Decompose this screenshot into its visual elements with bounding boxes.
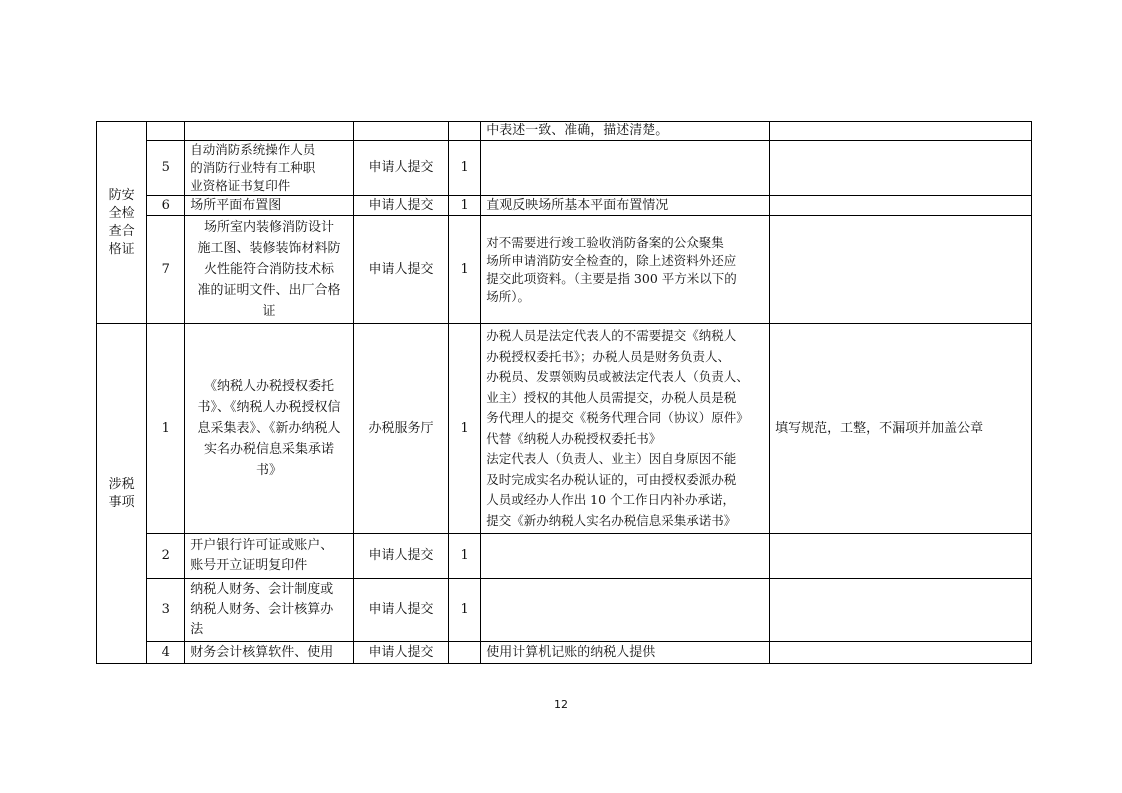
source-cell bbox=[353, 122, 448, 141]
source-cell: 申请人提交 bbox=[353, 642, 448, 664]
standard-cell bbox=[770, 141, 1032, 196]
row-number: 5 bbox=[147, 141, 185, 196]
material-cell: 场所平面布置图 bbox=[185, 196, 354, 216]
material-cell: 《纳税人办税授权委托 书》、《纳税人办税授权信 息采集表》、《新办纳税人 实名办税信息采集承诺 书》 bbox=[185, 324, 354, 534]
material-cell bbox=[185, 122, 354, 141]
table-row bbox=[97, 196, 1032, 216]
material-cell: 自动消防系统操作人员 的消防行业特有工种职 业资格证书复印件 bbox=[185, 141, 354, 196]
copies-cell: 1 bbox=[449, 141, 481, 196]
copies-cell: 1 bbox=[449, 534, 481, 579]
requirement-cell: 中表述一致、准确，描述清楚。 bbox=[481, 122, 770, 141]
table-row bbox=[97, 534, 1032, 579]
standard-cell bbox=[770, 122, 1032, 141]
table-row bbox=[97, 141, 1032, 196]
row-number: 3 bbox=[147, 579, 185, 642]
source-cell: 申请人提交 bbox=[353, 141, 448, 196]
copies-cell: 1 bbox=[449, 324, 481, 534]
source-cell: 申请人提交 bbox=[353, 196, 448, 216]
copies-cell: 1 bbox=[449, 196, 481, 216]
standard-cell bbox=[770, 196, 1032, 216]
source-cell: 办税服务厅 bbox=[353, 324, 448, 534]
copies-cell bbox=[449, 122, 481, 141]
copies-cell: 1 bbox=[449, 216, 481, 324]
row-number: 1 bbox=[147, 324, 185, 534]
materials-table bbox=[96, 121, 1032, 664]
table-row bbox=[97, 216, 1032, 324]
standard-cell bbox=[770, 642, 1032, 664]
material-cell: 纳税人财务、会计制度或 纳税人财务、会计核算办 法 bbox=[185, 579, 354, 642]
table-row bbox=[97, 324, 1032, 534]
requirement-cell: 使用计算机记账的纳税人提供 bbox=[481, 642, 770, 664]
standard-cell: 填写规范，工整，不漏项并加盖公章 bbox=[770, 324, 1032, 534]
table-row bbox=[97, 122, 1032, 141]
row-number: 6 bbox=[147, 196, 185, 216]
row-number bbox=[147, 122, 185, 141]
requirement-cell: 办税人员是法定代表人的不需要提交《纳税人 办税授权委托书》；办税人员是财务负责人、 办税员、发票领购员或被法定代表人（负责人、 业主）授权的其他人员需提交，办税人员是税 务代理人的提交《税务代理合同（协议）原件》 代替《纳税人办税授权委托书》 法定代表人（负责人、业主）因自身原因不能 及时完成实名办税认证的，可由授权委派办税 人员或经办人作出 10 个工作日内补办承诺， 提交《新办纳税人实名办税信息采集承诺书》 bbox=[481, 324, 770, 534]
material-cell: 场所室内装修消防设计 施工图、装修装饰材料防 火性能符合消防技术标 准的证明文件、出厂合格 证 bbox=[185, 216, 354, 324]
source-cell: 申请人提交 bbox=[353, 216, 448, 324]
material-cell: 财务会计核算软件、使用 bbox=[185, 642, 354, 664]
page-number: 12 bbox=[554, 698, 568, 711]
copies-cell: 1 bbox=[449, 579, 481, 642]
row-number: 7 bbox=[147, 216, 185, 324]
category-cell: 防安 全检 查合 格证 bbox=[97, 122, 147, 324]
requirement-cell bbox=[481, 534, 770, 579]
requirement-cell bbox=[481, 141, 770, 196]
standard-cell bbox=[770, 534, 1032, 579]
table-row bbox=[97, 642, 1032, 664]
standard-cell bbox=[770, 216, 1032, 324]
source-cell: 申请人提交 bbox=[353, 579, 448, 642]
standard-cell bbox=[770, 579, 1032, 642]
row-number: 4 bbox=[147, 642, 185, 664]
source-cell: 申请人提交 bbox=[353, 534, 448, 579]
requirement-cell: 对不需要进行竣工验收消防备案的公众聚集 场所申请消防安全检查的，除上述资料外还应 提交此项资料。（主要是指 300 平方米以下的 场所）。 bbox=[481, 216, 770, 324]
requirement-cell: 直观反映场所基本平面布置情况 bbox=[481, 196, 770, 216]
table-row bbox=[97, 579, 1032, 642]
requirement-cell bbox=[481, 579, 770, 642]
category-cell: 涉税 事项 bbox=[97, 324, 147, 664]
row-number: 2 bbox=[147, 534, 185, 579]
copies-cell bbox=[449, 642, 481, 664]
material-cell: 开户银行许可证或账户、 账号开立证明复印件 bbox=[185, 534, 354, 579]
